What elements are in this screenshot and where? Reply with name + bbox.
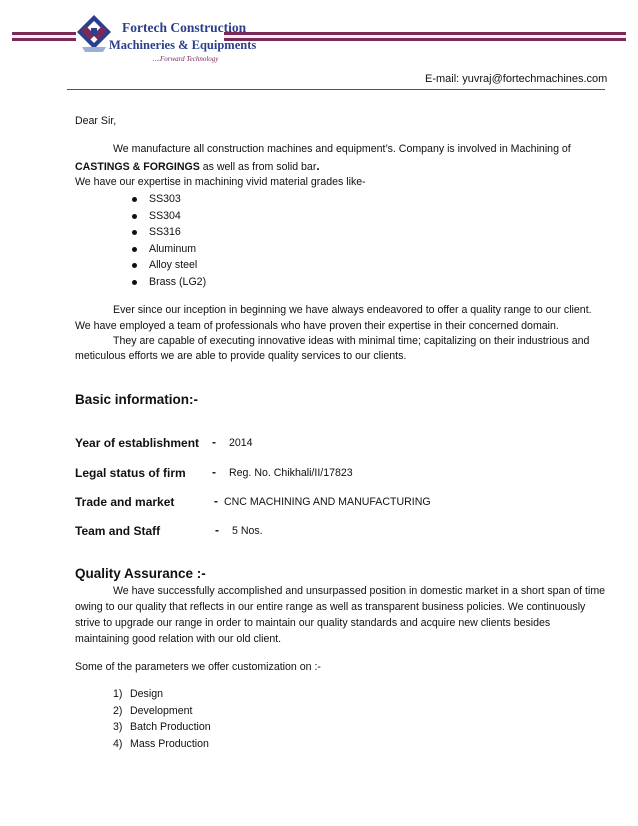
list-number: 4) (113, 737, 123, 750)
info-label-legal-status: Legal status of firm (75, 466, 186, 480)
para2-line-3: They are capable of executing innovative ideas with minimal time; capitalizing on their industrious and (113, 335, 590, 347)
para2-line-4: meticulous efforts we are able to provide quality services to our clients. (75, 350, 407, 362)
basic-info-heading: Basic information:- (75, 392, 199, 407)
para2-line-2: We have employed a team of professionals who have proven their expertise in their concerned domain. (75, 320, 559, 332)
list-item: Alloy steel (132, 257, 206, 274)
list-text: Mass Production (130, 737, 209, 750)
list-item: SS304 (132, 208, 206, 225)
list-number: 2) (113, 704, 123, 717)
info-label-team: Team and Staff (75, 524, 161, 538)
intro-line-1-text: We manufacture all construction machines and equipment’s. Company is involved in Machining of (113, 143, 571, 155)
quality-heading: Quality Assurance :- (75, 566, 206, 581)
info-value-year: 2014 (229, 437, 253, 449)
intro-line-3: We have our expertise in machining vivid material grades like- (75, 176, 366, 188)
logo-mark-icon (76, 14, 112, 54)
info-dash: - (214, 494, 218, 508)
list-text: Development (130, 704, 193, 717)
company-name-line2: Machineries & Equipments (109, 38, 257, 52)
info-value-team: 5 Nos. (232, 525, 263, 537)
para2-line-1: Ever since our inception in beginning we have always endeavored to offer a quality range to our client. (113, 304, 592, 316)
list-item (113, 719, 211, 736)
info-dash: - (215, 523, 219, 537)
company-logo (76, 14, 112, 54)
intro-line-1 (113, 141, 571, 157)
material-grades-list (132, 191, 206, 290)
company-tagline: ....Forward Technology (153, 55, 219, 63)
info-value-trade: CNC MACHINING AND MANUFACTURING (224, 496, 431, 508)
params-intro: Some of the parameters we offer customization on :- (75, 661, 321, 673)
list-number: 1) (113, 688, 123, 700)
intro-line-2 (75, 158, 320, 175)
quality-line-3: strive to upgrade our range in order to maintain our quality standards and acquire new clients besides (75, 617, 551, 629)
list-item (113, 686, 211, 703)
list-text: Design (130, 688, 163, 700)
header-stripe-left (12, 32, 76, 41)
salutation: Dear Sir, (75, 115, 117, 127)
info-label-trade: Trade and market (75, 495, 175, 509)
list-item (113, 703, 211, 720)
header-divider (67, 89, 605, 90)
list-item: Aluminum (132, 241, 206, 258)
castings-forgings: CASTINGS & FORGINGS (75, 161, 200, 173)
info-label-year: Year of establishment (75, 436, 200, 450)
list-number: 3) (113, 721, 123, 733)
quality-line-4: maintaining good relation with our old client. (75, 633, 282, 645)
company-name-line1: Fortech Construction (122, 20, 247, 35)
list-item: Brass (LG2) (132, 274, 206, 291)
info-value-legal-status: Reg. No. Chikhali/II/17823 (229, 467, 353, 479)
header-stripe-right (224, 32, 626, 41)
list-item: SS316 (132, 224, 206, 241)
quality-line-1: We have successfully accomplished and unsurpassed position in domestic market in a short span of time (113, 585, 606, 597)
email-address: E-mail: yuvraj@fortechmachines.com (425, 73, 608, 85)
list-text: Batch Production (130, 721, 211, 733)
info-dash: - (212, 465, 216, 479)
intro-line-2-end: . (316, 159, 320, 173)
info-dash: - (212, 435, 216, 449)
quality-line-2: owing to our quality that reflects in our entire range as well as transparent business policies. We continuously (75, 601, 586, 613)
intro-line-2-text: as well as from solid bar (199, 161, 317, 173)
list-item: SS303 (132, 191, 206, 208)
customization-params-list (113, 686, 211, 752)
list-item (113, 736, 211, 753)
